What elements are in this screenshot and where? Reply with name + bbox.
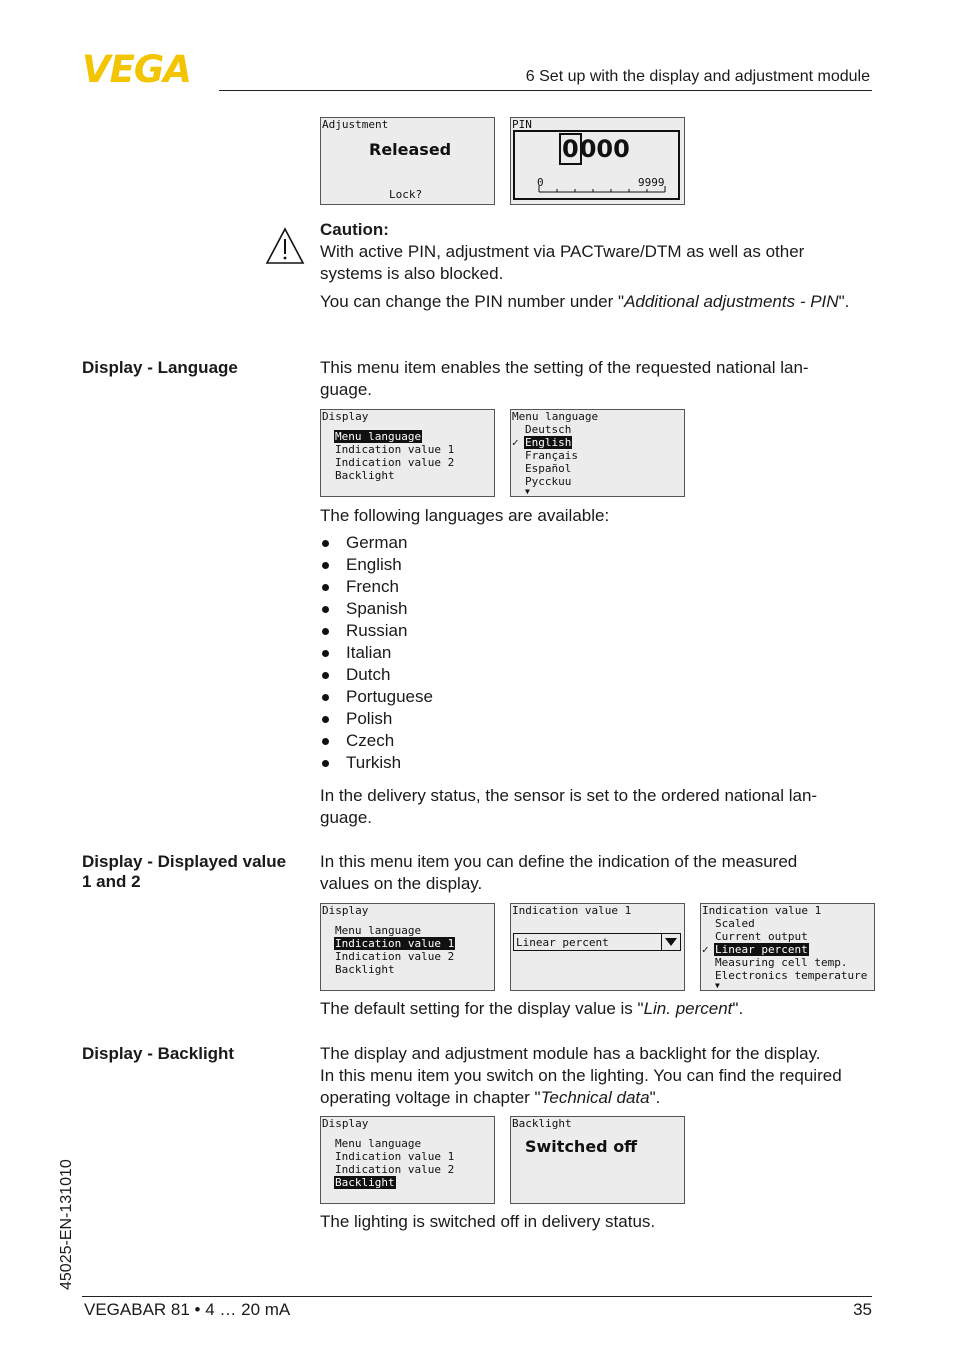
lcd-item: Indication value 2: [335, 950, 455, 963]
backlight-line2: In this menu item you switch on the lighting. You can find the required: [320, 1066, 842, 1085]
pin-note-text: You can change the PIN number under ": [320, 292, 625, 311]
language-intro-line1: This menu item enables the setting of the requested national lan-: [320, 358, 809, 377]
lcd-title: Indication value 1: [512, 904, 632, 917]
lcd-value: Switched off: [525, 1137, 638, 1156]
list-item: Dutch: [320, 664, 433, 686]
logo-text: VEGA: [82, 52, 191, 84]
lcd-pin: [510, 117, 685, 205]
lcd-item-selected: English: [525, 436, 572, 449]
pin-note-link: Additional adjustments - PIN: [624, 292, 839, 311]
language-list: [320, 532, 433, 774]
lcd-title: PIN: [512, 118, 532, 131]
section-label-displayed-value: [82, 852, 286, 892]
intro-line1: In this menu item you can define the indication of the measured: [320, 852, 798, 871]
list-item: Turkish: [320, 752, 433, 774]
lcd-item-selected: Indication value 1: [335, 937, 455, 950]
line3-text: operating voltage in chapter ": [320, 1088, 541, 1107]
list-item: Spanish: [320, 598, 433, 620]
backlight-line1: The display and adjustment module has a backlight for the display.: [320, 1044, 821, 1063]
list-item: Polish: [320, 708, 433, 730]
default-end: ".: [732, 999, 744, 1018]
section-label-backlight: Display - Backlight: [82, 1044, 235, 1063]
lcd-item-selected: Linear percent: [715, 943, 808, 956]
lcd-item: Current output: [715, 930, 808, 943]
intro-line2: values on the display.: [320, 874, 483, 893]
list-item: Czech: [320, 730, 433, 752]
list-item: German: [320, 532, 433, 554]
caution-block: [320, 219, 850, 313]
section-label-language: Display - Language: [82, 358, 238, 377]
pin-scale-icon: [537, 184, 667, 194]
lcd-item: Pycckuu: [525, 475, 572, 488]
language-intro: [320, 357, 809, 401]
pin-scale-min: 0: [537, 176, 544, 189]
lcd-display-menu-backlight: [320, 1116, 495, 1204]
lcd-item: Menu language: [335, 1137, 422, 1150]
default-setting: [320, 998, 743, 1020]
default-text: The default setting for the display value is ": [320, 999, 644, 1018]
header-divider: [219, 90, 872, 91]
scroll-down-icon: ▼: [715, 981, 720, 990]
lcd-item: Indication value 1: [335, 443, 455, 456]
line3-link: Technical data: [540, 1088, 650, 1107]
pin-other-digits: 000: [579, 135, 630, 163]
lcd-item: Deutsch: [525, 423, 572, 436]
language-delivery-line1: In the delivery status, the sensor is set to the ordered national lan-: [320, 786, 818, 805]
check-icon: ✓: [512, 436, 519, 449]
check-icon: ✓: [702, 943, 709, 956]
lcd-item: Indication value 2: [335, 456, 455, 469]
label-line2: 1 and 2: [82, 872, 141, 891]
line3-end: ".: [649, 1088, 661, 1107]
language-delivery-line2: guage.: [320, 808, 372, 827]
lcd-title: Backlight: [512, 1117, 572, 1130]
lcd-adjustment: [320, 117, 495, 205]
lcd-dropdown-value: Linear percent: [516, 936, 609, 949]
list-item: Italian: [320, 642, 433, 664]
lcd-item-selected: Backlight: [335, 1176, 395, 1189]
pin-note-end: ".: [838, 292, 850, 311]
pin-digits: [561, 136, 630, 162]
lcd-title: Display: [322, 904, 369, 917]
lcd-title: Indication value 1: [702, 904, 822, 917]
caution-text: With active PIN, adjustment via PACTware/DTM as well as other systems is also blocked.: [320, 242, 805, 283]
list-item: English: [320, 554, 433, 576]
footer-product: VEGABAR 81 • 4 … 20 mA: [84, 1300, 291, 1319]
backlight-delivery: The lighting is switched off in delivery status.: [320, 1212, 656, 1231]
lcd-item: Español: [525, 462, 572, 475]
list-item: Portuguese: [320, 686, 433, 708]
lcd-display-menu-indication: [320, 903, 495, 991]
list-item: French: [320, 576, 433, 598]
lcd-item: Electronics temperature: [715, 969, 868, 982]
section-title: 6 Set up with the display and adjustment module: [525, 68, 870, 85]
lcd-item: Scaled: [715, 917, 755, 930]
lcd-backlight: [510, 1116, 685, 1204]
list-item: Russian: [320, 620, 433, 642]
caution-heading: Caution:: [320, 220, 389, 239]
pin-note: [320, 291, 850, 313]
lcd-item: Backlight: [335, 963, 395, 976]
lcd-item: Menu language: [335, 924, 422, 937]
page-number: 35: [853, 1300, 872, 1319]
lcd-item-selected: Menu language: [335, 430, 422, 443]
lcd-item: Measuring cell temp.: [715, 956, 848, 969]
lcd-indication-select: [510, 903, 685, 991]
label-line1: Display - Displayed value: [82, 852, 287, 871]
lcd-menu-language: [510, 409, 685, 497]
pin-scale-max: 9999: [638, 176, 665, 189]
footer-divider: [82, 1296, 872, 1297]
scroll-down-icon: ▼: [525, 487, 530, 496]
chevron-down-icon: [661, 934, 680, 950]
pin-cursor-digit: 0: [562, 135, 579, 163]
lcd-title: Display: [322, 1117, 369, 1130]
lcd-item: Backlight: [335, 469, 395, 482]
lcd-display-menu-language: [320, 409, 495, 497]
lcd-title: Menu language: [512, 410, 599, 423]
languages-available: The following languages are available:: [320, 506, 610, 525]
lcd-title: Adjustment: [322, 118, 389, 131]
backlight-line3: [320, 1087, 880, 1109]
warning-icon: [265, 227, 305, 265]
lcd-item: Indication value 1: [335, 1150, 455, 1163]
default-value: Lin. percent: [643, 999, 733, 1018]
lcd-item: Indication value 2: [335, 1163, 455, 1176]
displayed-value-intro: [320, 851, 797, 895]
backlight-text: [320, 1043, 880, 1109]
lcd-title: Display: [322, 410, 369, 423]
vega-logo: [82, 52, 212, 84]
language-delivery: [320, 785, 817, 829]
doc-code: 45025-EN-131010: [58, 1159, 75, 1290]
lcd-item: Français: [525, 449, 578, 462]
language-intro-line2: guage.: [320, 380, 372, 399]
lcd-indication-list: [700, 903, 875, 991]
lcd-dropdown: [513, 933, 681, 951]
lcd-value: Released: [369, 140, 452, 159]
lcd-footer: Lock?: [389, 188, 423, 201]
